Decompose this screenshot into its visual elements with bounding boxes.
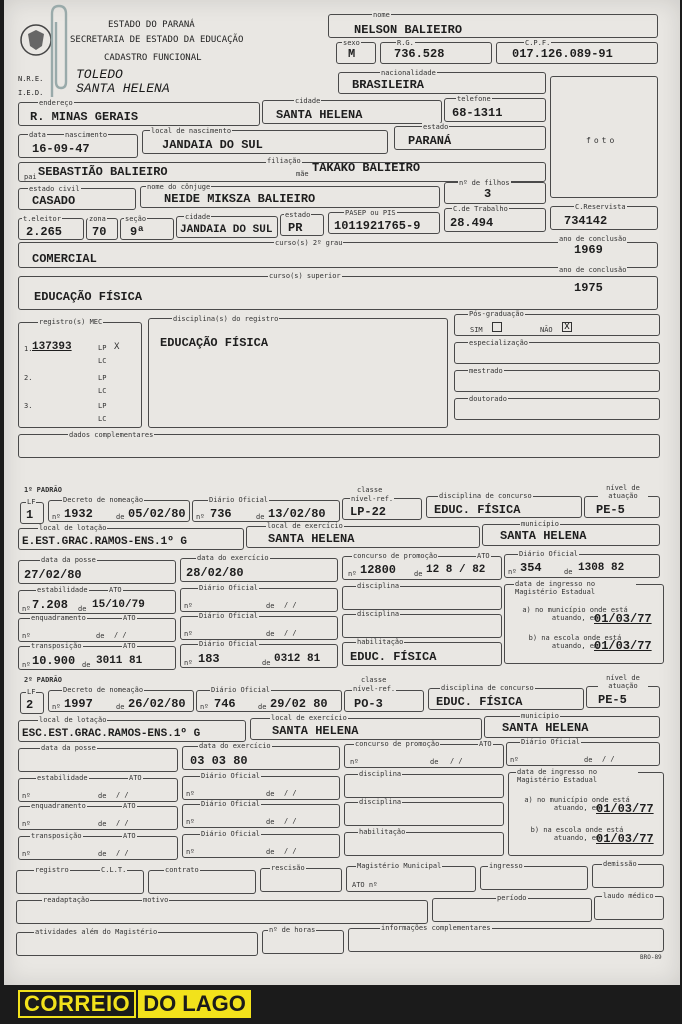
p1-estab-label: estabilidade [37, 586, 88, 594]
ied-value: SANTA HELENA [76, 81, 170, 96]
p2-municipio-value: SANTA HELENA [502, 721, 589, 735]
cpf-label: C.P.F. [525, 39, 551, 47]
pai-value: SEBASTIÃO BALIEIRO [38, 165, 168, 179]
form-code: BRO-89 [640, 954, 662, 961]
periodo-label: período [497, 894, 527, 902]
p1-promo-de: de [414, 570, 423, 578]
nome-value: NELSON BALIEIRO [354, 23, 463, 37]
mec-lc3: LC [98, 415, 107, 423]
p1-do2-n-label: nº [508, 568, 517, 576]
local-nasc-label: local de nascimento [151, 127, 232, 135]
estado-civil-value: CASADO [32, 194, 76, 208]
p1-habil-value: EDUC. FÍSICA [350, 650, 437, 664]
p2-classe-value: PO-3 [354, 697, 383, 711]
p1-do3-n-label: nº [184, 659, 193, 667]
p1-transp-label: transposição [31, 642, 82, 650]
secao-value: 9ª [130, 225, 145, 239]
p1-dexer-value: 28/02/80 [186, 566, 244, 580]
p2-enq-slash: / / [116, 819, 129, 827]
motivo-label: motivo [143, 896, 169, 904]
sexo-value: M [348, 47, 356, 61]
p1-municipio-label: município [521, 520, 559, 528]
data-label: data [29, 131, 46, 139]
p2-do-estab-de: de [266, 790, 275, 798]
info-label: informações complementares [381, 924, 491, 932]
ied-label: I.E.D. [18, 89, 44, 97]
p2-habil-label: habilitação [359, 828, 406, 836]
p2-estab-de: de [98, 792, 107, 800]
ctrab-label: C.de Trabalho [453, 205, 508, 213]
secretaria-title: SECRETARIA DE ESTADO DA EDUCAÇÃO [70, 35, 244, 45]
p1-do2-n: 354 [520, 561, 542, 575]
p1-ingresso-label: data de ingresso no Magistério Estadual [514, 580, 636, 596]
p1-nivel-label: nível de atuação [598, 484, 648, 500]
curso2-label: curso(s) 2º grau [275, 239, 343, 247]
mec-label: registro(s) MEC [39, 318, 103, 326]
p2-promo-slash: / / [450, 757, 463, 765]
conjuge-label: nome do cônjuge [147, 183, 211, 191]
pasep-value: 1011921765-9 [334, 219, 421, 233]
p1-do-estab-slash: / / [284, 601, 297, 609]
p1-do-estab-de: de [266, 602, 275, 610]
p1-decreto-label: Decreto de nomeação [63, 496, 144, 504]
nao-checkbox[interactable]: X [562, 322, 572, 332]
mec-num2: 2. [24, 374, 33, 382]
mec-lc1: LC [98, 357, 107, 365]
disc-value: EDUCAÇÃO FÍSICA [160, 336, 269, 350]
p1-classe-label: classe [357, 486, 383, 494]
nascimento-value: 16-09-47 [32, 142, 90, 156]
p2-nivel-value: PE-5 [598, 693, 627, 707]
p2-transp-slash: / / [116, 849, 129, 857]
mae-label: mãe [296, 170, 309, 178]
p2-estab-n: nº [22, 792, 31, 800]
laudo-label: laudo médico [603, 892, 654, 900]
p2-do-enq-slash: / / [284, 817, 297, 825]
p2-decreto-de: de [116, 703, 125, 711]
padrao2-title: 2º PADRÃO [24, 676, 62, 684]
disc-label: disciplina(s) do registro [173, 315, 279, 323]
p1-classe-value: LP-22 [350, 505, 387, 519]
curso2-value: COMERCIAL [32, 252, 97, 266]
sim-label: SIM [470, 326, 483, 334]
p2-do-n: 746 [214, 697, 236, 711]
rg-value: 736.528 [394, 47, 445, 61]
p1-do3-label: Diário Oficial [199, 640, 259, 648]
cidade-label: cidade [295, 97, 321, 105]
p2-transp-label: transposição [31, 832, 82, 840]
p2-classe-label: classe [361, 676, 387, 684]
p1-do-enq-de: de [266, 630, 275, 638]
estado-civil-label: estado civil [29, 185, 80, 193]
correio-do-lago-logo [18, 990, 251, 1018]
padrao1-title: 1º PADRÃO [24, 486, 62, 494]
sexo-label: sexo [343, 39, 360, 47]
anos-value: 1975 [574, 281, 603, 295]
p2-do2-label: Diário Oficial [521, 738, 581, 746]
estado-value: PARANÁ [408, 134, 452, 148]
nao-label: NÃO [540, 326, 553, 334]
nascimento-label: nascimento [65, 131, 108, 139]
p2-do-label: Diário Oficial [211, 686, 271, 694]
p1-estab-n-label: nº [22, 605, 31, 613]
logo-part1: CORREIO [18, 990, 136, 1018]
p2-dexer-label: data do exercício [199, 742, 271, 750]
cursos-value: EDUCAÇÃO FÍSICA [34, 290, 143, 304]
ativ-label: atividades além do Magistério [35, 928, 158, 936]
p1-estab-d: 15/10/79 [92, 599, 145, 611]
p1-do-estab-label: Diário Oficial [199, 584, 259, 592]
clt-label: C.L.T. [101, 866, 127, 874]
p1-promo-n-label: nº [348, 570, 357, 578]
p1-do3-de: de [262, 659, 271, 667]
mec-lc2: LC [98, 387, 107, 395]
p1-dexer-label: data do exercício [197, 554, 269, 562]
rescisao-label: rescisão [271, 864, 305, 872]
p1-promo-n: 12800 [360, 563, 397, 577]
mec1-value: 137393 [32, 341, 72, 353]
mec-lp3: LP [98, 402, 107, 410]
p2-disc1-label: disciplina [359, 770, 402, 778]
t-eleitor-label: t.eleitor [23, 215, 61, 223]
p2-do3-slash: / / [284, 847, 297, 855]
p1-do-enq-label: Diário Oficial [199, 612, 259, 620]
p2-do-enq-label: Diário Oficial [201, 800, 261, 808]
p2-promo-label: concurso de promoção [355, 740, 440, 748]
cursos-label: curso(s) superior [269, 272, 341, 280]
p1-escola-value: 01/03/77 [594, 639, 652, 653]
p2-decreto-n: 1997 [64, 697, 93, 711]
magmun-label: Magistério Municipal [357, 862, 442, 870]
p1-enq-slash: / / [114, 631, 127, 639]
secao-label: seção [125, 215, 147, 223]
p1-transp-ato: ATO [123, 642, 136, 650]
p1-estab-ato: ATO [109, 586, 122, 594]
p2-transp-de: de [98, 850, 107, 858]
p1-escola-label: b) na escola onde está atuando, em [528, 634, 622, 650]
mec-box [18, 322, 142, 428]
p1-enq-de: de [96, 632, 105, 640]
nacionalidade-label: nacionalidade [381, 69, 436, 77]
nome-label: nome [373, 11, 390, 19]
p2-do-d: 29/02 80 [270, 697, 328, 711]
ctrab-value: 28.494 [450, 216, 494, 230]
registration-card [4, 0, 680, 985]
p2-do-de: de [258, 703, 267, 711]
p1-do3-n: 183 [198, 652, 220, 666]
p2-do-estab-label: Diário Oficial [201, 772, 261, 780]
local-nasc-value: JANDAIA DO SUL [162, 138, 263, 152]
p1-nivel-ref-label: nível-ref. [351, 495, 394, 503]
paper-clip-icon [44, 2, 74, 102]
p1-disc-conc-label: disciplina de concurso [439, 492, 532, 500]
p1-posse-label: data da posse [41, 556, 96, 564]
telefone-value: 68-1311 [452, 106, 503, 120]
p1-do-n-label: nº [196, 513, 205, 521]
p1-do3-d: 0312 81 [274, 653, 321, 665]
ato-n-label: ATO nº [352, 881, 378, 889]
demissao-label: demissão [603, 860, 637, 868]
t-eleitor-value: 2.265 [26, 225, 63, 239]
p1-transp-de: de [82, 661, 91, 669]
cidade-value: SANTA HELENA [276, 108, 363, 122]
p2-do-estab-n: nº [186, 790, 195, 798]
state-title: ESTADO DO PARANÁ [108, 20, 195, 30]
p2-lf-label: LF [27, 688, 36, 696]
p2-dexer-value: 03 03 80 [190, 754, 248, 768]
p2-exercicio-value: SANTA HELENA [272, 724, 359, 738]
estado-label: estado [423, 123, 449, 131]
esp-label: especialização [469, 339, 529, 347]
mec-num3: 3. [24, 402, 33, 410]
p1-promo-label: concurso de promoção [353, 552, 438, 560]
p1-municipio-value: SANTA HELENA [500, 529, 587, 543]
p2-decreto-d: 26/02/80 [128, 697, 186, 711]
mae-value: TAKAKO BALIEIRO [312, 161, 421, 175]
pasep-label: PASEP ou PIS [345, 209, 396, 217]
pai-label: pai [24, 173, 37, 181]
p2-nivel-label: nível de atuação [598, 674, 648, 690]
p1-do-enq-n: nº [184, 630, 193, 638]
p2-munic-value: 01/03/77 [596, 802, 654, 816]
p1-decreto-n-label: nº [52, 513, 61, 521]
p1-do2-d: 1308 82 [578, 562, 625, 574]
p1-do-d: 13/02/80 [268, 507, 326, 521]
zona-value: 70 [92, 225, 107, 239]
mec-x-mark: X [114, 342, 120, 352]
p1-posse-value: 27/02/80 [24, 568, 82, 582]
p2-disc-conc-value: EDUC. FÍSICA [436, 695, 523, 709]
p2-nivel-ref-label: nível-ref. [353, 685, 396, 693]
estado2-value: PR [288, 221, 303, 235]
p1-do2-label: Diário Oficial [519, 550, 579, 558]
mest-label: mestrado [469, 367, 503, 375]
p1-do-n: 736 [210, 507, 232, 521]
p2-escola-label: b) na escola onde está atuando, em [530, 826, 624, 842]
p1-disc-conc-value: EDUC. FÍSICA [434, 503, 521, 517]
dout-label: doutorado [469, 395, 507, 403]
p1-transp-d: 3011 81 [96, 655, 143, 667]
p2-estab-label: estabilidade [37, 774, 88, 782]
p1-promo-d: 12 8 / 82 [426, 564, 486, 576]
p1-nivel-value: PE-5 [596, 503, 625, 517]
p2-do-enq-de: de [266, 818, 275, 826]
horas-label: nº de horas [269, 926, 316, 934]
cidade2-value: JANDAIA DO SUL [180, 224, 273, 236]
p2-do2-n: nº [510, 756, 519, 764]
p2-do2-de: de [584, 756, 593, 764]
p2-do2-slash: / / [602, 755, 615, 763]
nre-label: N.R.E. [18, 75, 44, 83]
p2-do3-de: de [266, 848, 275, 856]
filiacao-label: filiação [267, 157, 301, 165]
reservista-label: C.Reservista [575, 203, 626, 211]
p2-decreto-label: Decreto de nomeação [63, 686, 144, 694]
endereco-label: endereço [39, 99, 73, 107]
p2-ingresso-label: data de ingresso no Magistério Estadual [516, 768, 638, 784]
cpf-value: 017.126.089-91 [512, 47, 613, 61]
nacionalidade-value: BRASILEIRA [352, 78, 425, 92]
p1-promo-ato: ATO [477, 552, 490, 560]
p1-exercicio-value: SANTA HELENA [268, 532, 355, 546]
disc-box [148, 318, 448, 428]
p1-munic-value: 01/03/77 [594, 612, 652, 626]
rg-label: R.G. [397, 39, 414, 47]
sim-checkbox[interactable] [492, 322, 502, 332]
ano2-label: ano de conclusão [559, 235, 627, 243]
p1-munic-label: a) no município onde está atuando, em [522, 606, 628, 622]
p1-lotacao-label: local de lotação [39, 524, 107, 532]
p2-promo-n: nº [350, 758, 359, 766]
readapt-label: readaptação [43, 896, 90, 904]
estado2-label: estado [285, 211, 311, 219]
reservista-value: 734142 [564, 214, 608, 228]
p2-municipio-label: município [521, 712, 559, 720]
p2-decreto-n-label: nº [52, 703, 61, 711]
p2-promo-de: de [430, 758, 439, 766]
p2-transp-n: nº [22, 850, 31, 858]
p2-exercicio-label: local de exercício [271, 714, 347, 722]
p1-estab-de: de [78, 605, 87, 613]
p2-disc2-label: disciplina [359, 798, 402, 806]
p2-enq-ato: ATO [123, 802, 136, 810]
filhos-label: nº de filhos [459, 179, 510, 187]
p2-lotacao-label: local de lotação [39, 716, 107, 724]
p1-enq-n: nº [22, 632, 31, 640]
p2-escola-value: 01/03/77 [596, 832, 654, 846]
p1-lotacao-value: E.EST.GRAC.RAMOS-ENS.1º G [22, 536, 188, 548]
pos-label: Pós-graduação [469, 310, 524, 318]
p2-enq-n: nº [22, 820, 31, 828]
telefone-label: telefone [457, 95, 491, 103]
p1-decreto-d: 05/02/80 [128, 507, 186, 521]
p1-do-de: de [256, 513, 265, 521]
p1-exercicio-label: local de exercício [267, 522, 343, 530]
p2-transp-ato: ATO [123, 832, 136, 840]
dados-label: dados complementares [69, 431, 154, 439]
contrato-label: contrato [165, 866, 199, 874]
p2-do-n-label: nº [200, 703, 209, 711]
p1-transp-n: 10.900 [32, 654, 76, 668]
p2-posse-label: data da posse [41, 744, 96, 752]
nre-value: TOLEDO [76, 67, 123, 82]
p2-do-enq-n: nº [186, 818, 195, 826]
conjuge-value: NEIDE MIKSZA BALIEIRO [164, 192, 316, 206]
p1-disc1-label: disciplina [357, 582, 400, 590]
endereco-value: R. MINAS GERAIS [30, 110, 139, 124]
p1-transp-n-label: nº [22, 661, 31, 669]
p2-disc-conc-label: disciplina de concurso [441, 684, 534, 692]
p2-lf-value: 2 [26, 698, 34, 712]
p2-do3-label: Diário Oficial [201, 830, 261, 838]
cidade2-label: cidade [185, 213, 211, 221]
p1-enq-ato: ATO [123, 614, 136, 622]
p1-decreto-de: de [116, 513, 125, 521]
p2-do-estab-slash: / / [284, 789, 297, 797]
mec-lp1: LP [98, 344, 107, 352]
ingresso-label: ingresso [489, 862, 523, 870]
anos-label: ano de conclusão [559, 266, 627, 274]
zona-label: zona [89, 215, 106, 223]
p2-do3-n: nº [186, 848, 195, 856]
ano2-value: 1969 [574, 243, 603, 257]
p1-do-enq-slash: / / [284, 629, 297, 637]
p2-promo-ato: ATO [479, 740, 492, 748]
p1-decreto-n: 1932 [64, 507, 93, 521]
p1-do-estab-n: nº [184, 602, 193, 610]
p1-estab-n: 7.208 [32, 598, 69, 612]
filhos-value: 3 [484, 187, 492, 201]
logo-part2: DO LAGO [138, 990, 251, 1018]
p1-lf-value: 1 [26, 508, 34, 522]
p2-lotacao-value: ESC.EST.GRAC.RAMOS-ENS.1º G [22, 728, 201, 740]
p2-enq-label: enquadramento [31, 802, 86, 810]
p1-enq-label: enquadramento [31, 614, 86, 622]
mec-lp2: LP [98, 374, 107, 382]
registro-label: registro [35, 866, 69, 874]
p1-do2-de: de [564, 568, 573, 576]
cadastro-title: CADASTRO FUNCIONAL [104, 53, 202, 63]
p1-lf-label: LF [27, 498, 36, 506]
p2-enq-de: de [98, 820, 107, 828]
foto-label: foto [586, 136, 618, 145]
mec-num1: 1. [24, 345, 33, 353]
p1-habil-label: habilitação [357, 638, 404, 646]
p1-disc2-label: disciplina [357, 610, 400, 618]
p1-do-label: Diário Oficial [209, 496, 269, 504]
p2-estab-ato: ATO [129, 774, 142, 782]
p2-estab-slash: / / [116, 791, 129, 799]
p2-munic-label: a) no município onde está atuando, em [524, 796, 630, 812]
